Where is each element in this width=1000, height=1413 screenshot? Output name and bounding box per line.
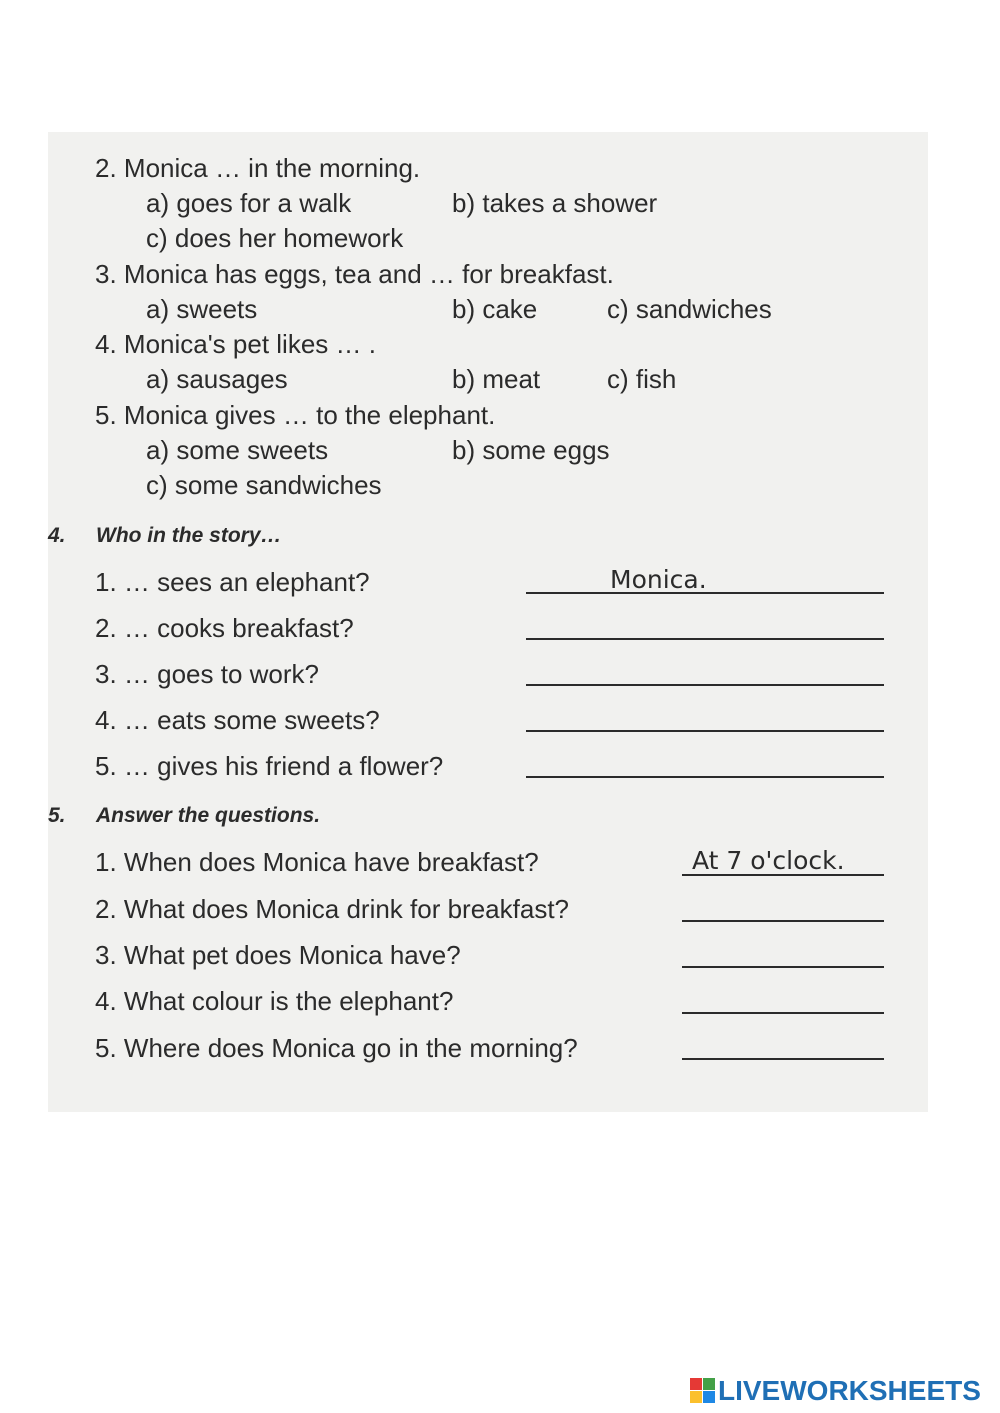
answer-line[interactable] bbox=[526, 776, 884, 778]
q3-4-option-c: c) fish bbox=[607, 364, 677, 394]
q3-2-option-b: b) takes a shower bbox=[452, 188, 658, 218]
section5-item-3: 3. What pet does Monica have? bbox=[95, 940, 461, 970]
q3-2-stem: 2. Monica … in the morning. bbox=[95, 153, 421, 183]
answer-line[interactable] bbox=[682, 1012, 884, 1014]
q3-5-option-a: a) some sweets bbox=[146, 435, 329, 465]
section4-item-1: 1. … sees an elephant? bbox=[95, 567, 370, 597]
section4-example-answer: Monica. bbox=[610, 565, 707, 594]
section5-item-5: 5. Where does Monica go in the morning? bbox=[95, 1033, 578, 1063]
section5-item-4: 4. What colour is the elephant? bbox=[95, 986, 454, 1016]
liveworksheets-wordmark: LIVEWORKSHEETS bbox=[718, 1375, 981, 1406]
section4-item-2: 2. … cooks breakfast? bbox=[95, 613, 354, 643]
q3-3-option-c: c) sandwiches bbox=[607, 294, 772, 324]
section5-item-2: 2. What does Monica drink for breakfast? bbox=[95, 894, 570, 924]
q3-4-option-a: a) sausages bbox=[146, 364, 288, 394]
liveworksheets-brand bbox=[690, 1376, 990, 1406]
q3-3-option-b: b) cake bbox=[452, 294, 538, 324]
answer-line[interactable] bbox=[526, 730, 884, 732]
answer-line bbox=[526, 592, 884, 594]
section4-item-3: 3. … goes to work? bbox=[95, 659, 319, 689]
section5-item-1: 1. When does Monica have breakfast? bbox=[95, 847, 539, 877]
q3-5-option-c: c) some sandwiches bbox=[146, 470, 382, 500]
section4-item-4: 4. … eats some sweets? bbox=[95, 705, 380, 735]
section5-number: 5. bbox=[48, 804, 66, 827]
q3-5-stem: 5. Monica gives … to the elephant. bbox=[95, 400, 496, 430]
answer-line[interactable] bbox=[682, 966, 884, 968]
q3-2-option-c: c) does her homework bbox=[146, 223, 404, 253]
answer-line[interactable] bbox=[526, 684, 884, 686]
section5-heading: Answer the questions. bbox=[96, 804, 321, 827]
answer-line[interactable] bbox=[682, 920, 884, 922]
q3-2-option-a: a) goes for a walk bbox=[146, 188, 352, 218]
q3-4-option-b: b) meat bbox=[452, 364, 541, 394]
section4-heading: Who in the story… bbox=[96, 524, 282, 547]
q3-5-option-b: b) some eggs bbox=[452, 435, 610, 465]
answer-line bbox=[682, 874, 884, 876]
section4-item-5: 5. … gives his friend a flower? bbox=[95, 751, 444, 781]
section5-example-answer: At 7 o'clock. bbox=[692, 846, 845, 875]
q3-3-stem: 3. Monica has eggs, tea and … for breakfast. bbox=[95, 259, 614, 289]
answer-line[interactable] bbox=[526, 638, 884, 640]
answer-line[interactable] bbox=[682, 1058, 884, 1060]
q3-4-stem: 4. Monica's pet likes … . bbox=[95, 329, 376, 359]
section4-number: 4. bbox=[48, 524, 66, 547]
liveworksheets-logo-icon bbox=[690, 1378, 716, 1404]
q3-3-option-a: a) sweets bbox=[146, 294, 258, 324]
